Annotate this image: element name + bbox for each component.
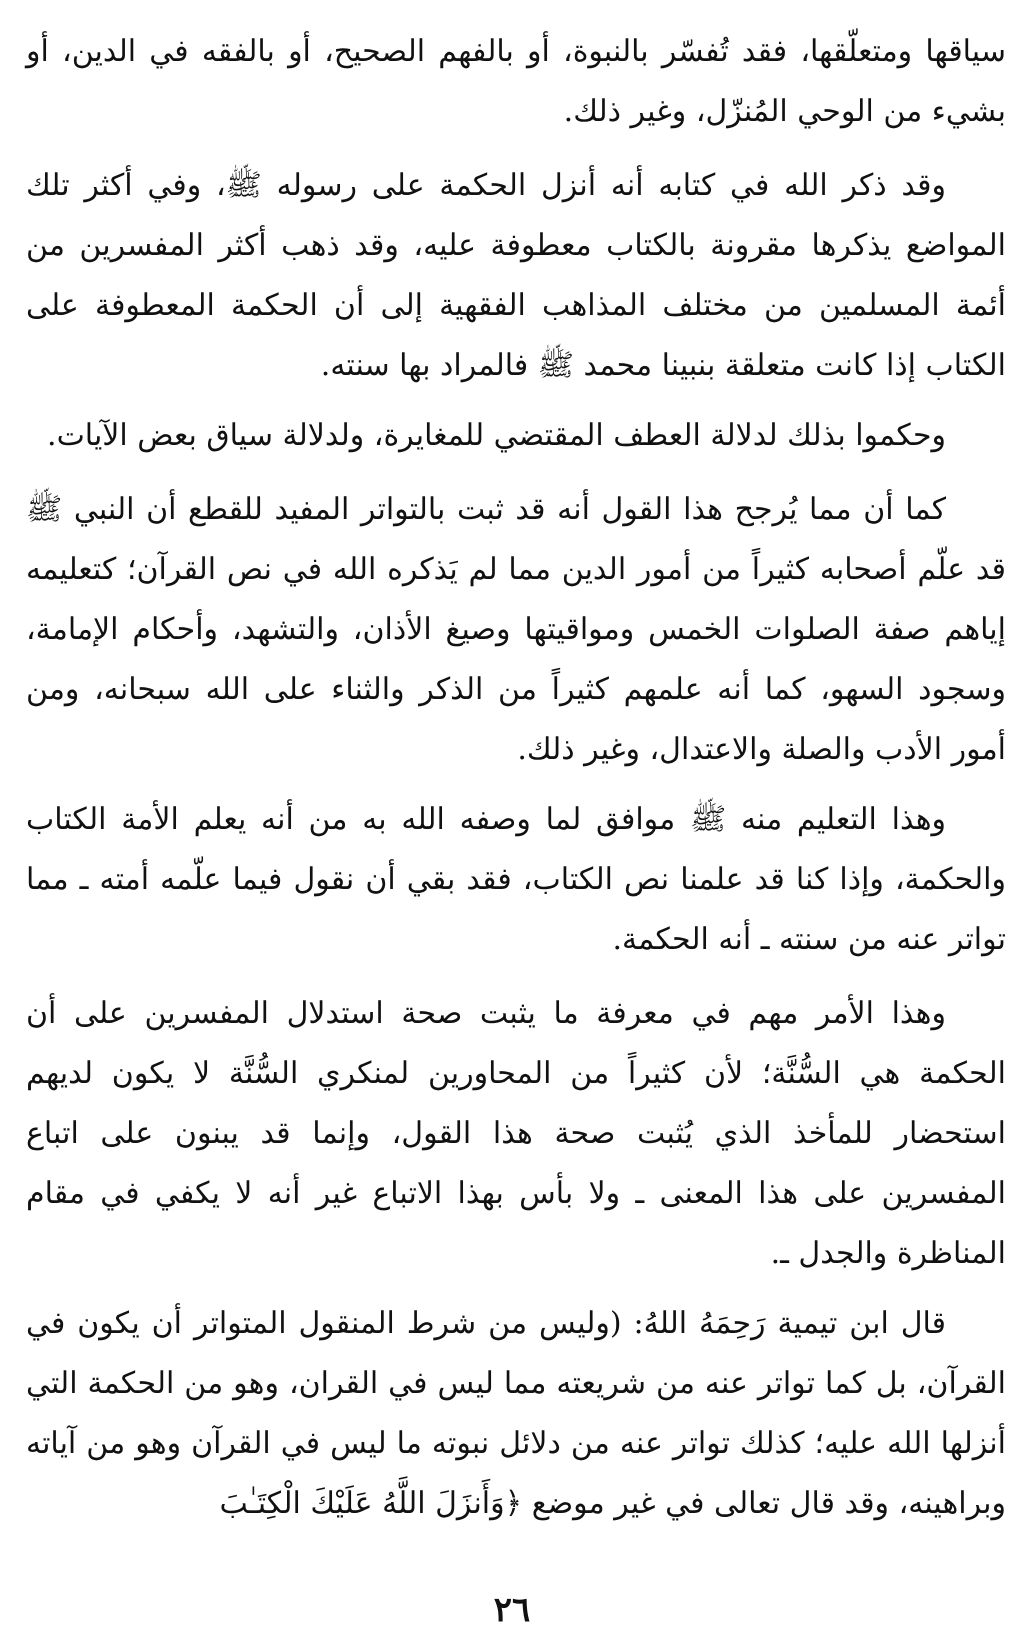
paragraph-hikmah-quran: وقد ذكر الله في كتابه أنه أنزل الحكمة على رسوله ﷺ، وفي أكثر تلك المواضع يذكرها مقرونة بالكتاب معطوفة عليه، وقد ذهب أكثر المفسرين من أئمة المسلمين من مختلف المذاهب الفقهية إلى أن الحكمة المعطوفة على الكتاب إذا كانت متعلقة بنبينا محمد ﷺ فالمراد بها سنته. [26,168,1006,383]
paragraph-ibn-taymiyyah-quote: قال ابن تيمية رَحِمَهُ اللهُ: (وليس من شرط المنقول المتواتر أن يكون في القرآن، بل كما تواتر عنه من شريعته مما ليس في القران، وهو من الحكمة التي أنزلها الله عليه؛ كذلك تواتر عنه من دلائل نبوته ما ليس في القرآن وهو من آياته وبراهينه، وقد قال تعالى في غير موضع ﴿وَأَنزَلَ اللَّهُ عَلَيْكَ الْكِتَـٰبَ [26,1306,1006,1521]
page-number: ٢٦ [493,1590,531,1630]
book-page [26,22,1006,1622]
paragraph-atf-dalalah: وحكموا بذلك لدلالة العطف المقتضي للمغايرة، ولدلالة سياق بعض الآيات. [47,418,946,453]
paragraph-tawatur: كما أن مما يُرجح هذا القول أنه قد ثبت بالتواتر المفيد للقطع أن النبي ﷺ قد علّم أصحابه كثيراً من أمور الدين مما لم يَذكره الله في نص القرآن؛ كتعليمه إياهم صفة الصلوات الخمس ومواقيتها وصيغ الأذان، والتشهد، وأحكام الإمامة، وسجود السهو، كما أنه علمهم كثيراً من الذكر والثناء على الله سبحانه، ومن أمور الأدب والصلة والاعتدال، وغير ذلك. [26,492,1006,767]
paragraph-continuation: سياقها ومتعلّقها، فقد تُفسّر بالنبوة، أو بالفهم الصحيح، أو بالفقه في الدين، أو بشيء من الوحي المُنزّل، وغير ذلك. [26,34,1006,129]
paragraph-taleem: وهذا التعليم منه ﷺ موافق لما وصفه الله به من أنه يعلم الأمة الكتاب والحكمة، وإذا كنا قد علمنا نص الكتاب، فقد بقي أن نقول فيما علّمه أمته ـ مما تواتر عنه من سنته ـ أنه الحكمة. [26,802,1006,957]
paragraph-amr-muhim: وهذا الأمر مهم في معرفة ما يثبت صحة استدلال المفسرين على أن الحكمة هي السُّنَّة؛ لأن كثيراً من المحاورين لمنكري السُّنَّة لا يكون لديهم استحضار للمأخذ الذي يُثبت صحة هذا القول، وإنما قد يبنون على اتباع المفسرين على هذا المعنى ـ ولا بأس بهذا الاتباع غير أنه لا يكفي في مقام المناظرة والجدل ـ. [26,996,1006,1271]
